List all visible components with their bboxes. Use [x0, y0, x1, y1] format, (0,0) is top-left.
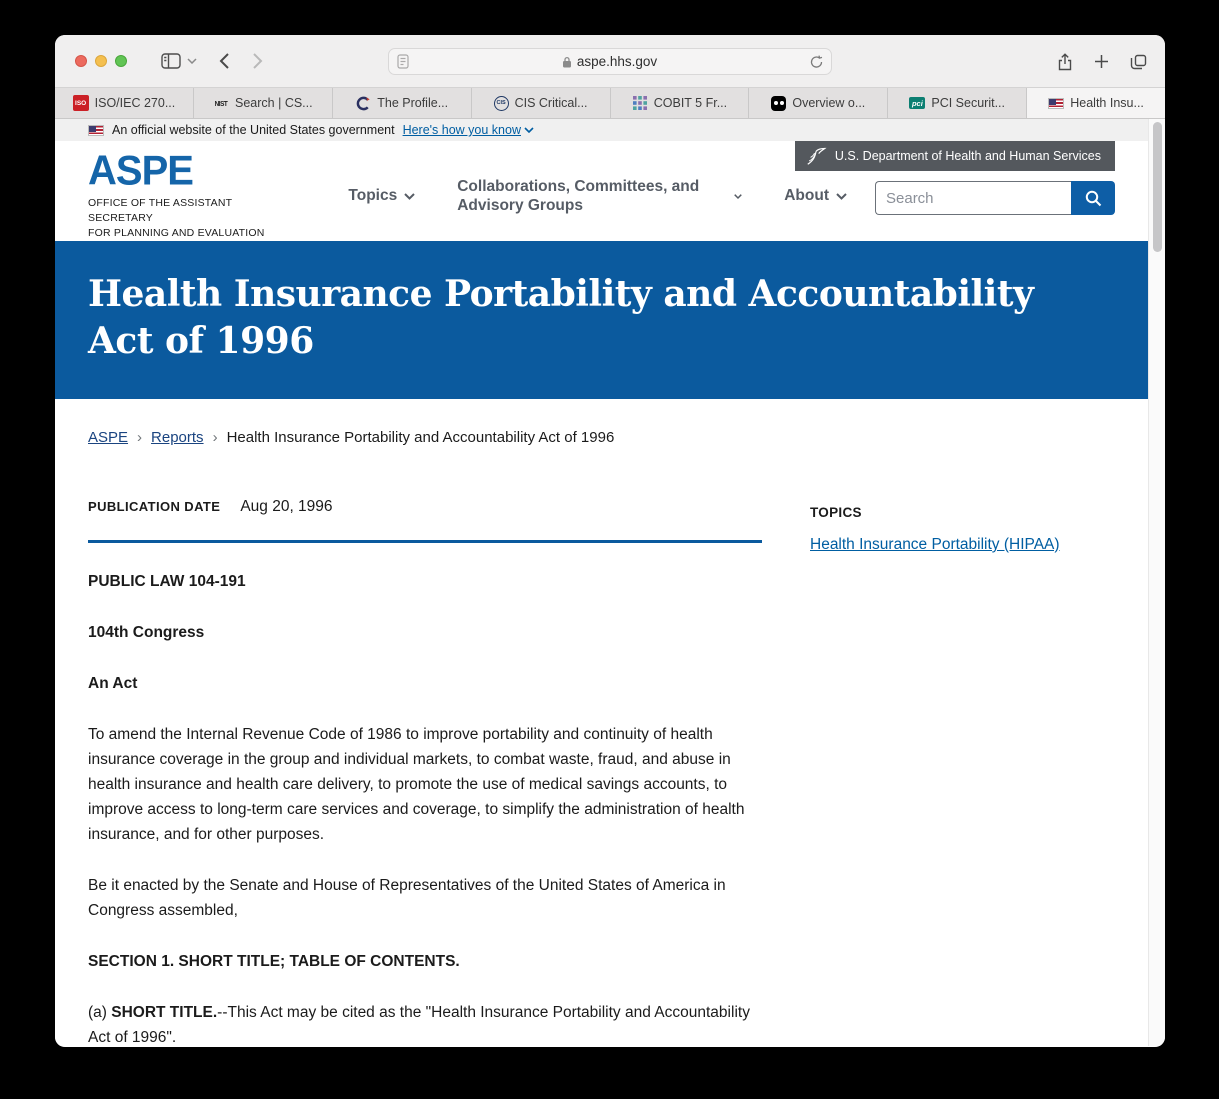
an-act-heading: An Act — [88, 675, 138, 692]
iso-favicon: ISO — [73, 95, 89, 111]
gov-banner-text: An official website of the United States government — [112, 123, 395, 137]
page-title: Health Insurance Portability and Accountability Act of 1996 — [88, 273, 1034, 362]
tab-nist-search[interactable] — [194, 88, 333, 118]
tab-profile[interactable] — [333, 88, 472, 118]
chevron-down-icon — [404, 193, 415, 200]
breadcrumb — [88, 429, 1115, 446]
chevron-down-icon — [524, 127, 534, 133]
lock-icon — [562, 56, 572, 68]
nist-favicon: NIST — [214, 98, 228, 108]
search-icon — [1085, 190, 1102, 207]
tab-label: Health Insu... — [1070, 96, 1144, 110]
breadcrumb-aspe-link[interactable]: ASPE — [88, 429, 129, 446]
gov-banner — [55, 119, 1148, 141]
tab-pci[interactable] — [888, 88, 1027, 118]
reload-icon[interactable] — [810, 55, 823, 69]
back-button[interactable] — [219, 52, 230, 70]
window-controls — [75, 55, 127, 67]
cis-favicon: CIS — [494, 96, 509, 111]
tab-label: PCI Securit... — [931, 96, 1005, 110]
aspe-logo[interactable] — [88, 148, 293, 240]
topics-label: TOPICS — [810, 505, 862, 520]
nav-collaborations[interactable] — [457, 177, 742, 216]
tab-iso[interactable] — [55, 88, 194, 118]
reader-view-icon[interactable] — [397, 54, 409, 69]
sidebar-toggle-icon[interactable] — [161, 53, 181, 69]
search-button[interactable] — [1071, 181, 1115, 215]
gov-link-label: Here's how you know — [402, 123, 521, 137]
tab-label: ISO/IEC 270... — [94, 96, 176, 110]
share-icon[interactable] — [1057, 53, 1073, 71]
tab-cis[interactable] — [472, 88, 611, 118]
tab-strip — [55, 88, 1165, 119]
hipaa-topic-link[interactable]: Health Insurance Portability (HIPAA) — [810, 536, 1060, 553]
public-law-heading: PUBLIC LAW 104-191 — [88, 573, 246, 590]
browser-window — [55, 35, 1165, 1047]
url-text-container — [409, 54, 810, 69]
hhs-eagle-icon — [805, 145, 827, 167]
tab-label: Search | CS... — [235, 96, 313, 110]
aspe-logo-subtitle: OFFICE OF THE ASSISTANT SECRETARY FOR PLANNING AND EVALUATION — [88, 197, 265, 239]
close-window-button[interactable] — [75, 55, 87, 67]
sidebar-chevron-icon[interactable] — [187, 58, 197, 64]
tab-label: Overview o... — [792, 96, 866, 110]
breadcrumb-separator: › — [137, 429, 143, 446]
profile-favicon — [355, 95, 371, 111]
web-page — [55, 119, 1148, 1046]
hhs-badge-label: U.S. Department of Health and Human Services — [834, 149, 1101, 163]
chevron-down-icon — [734, 193, 742, 200]
page-scrollbar[interactable] — [1148, 119, 1165, 1046]
nav-label: About — [784, 187, 829, 204]
main-nav — [348, 177, 847, 216]
us-flag-favicon — [1048, 95, 1064, 111]
forward-button[interactable] — [252, 52, 263, 70]
preamble-paragraph: To amend the Internal Revenue Code of 1986 to improve portability and continuity of health insurance coverage in the group and individual markets, to combat waste, fraud, and abuse in health insurance and health care delivery, to promote the use of medical savings accounts, to improve access to long-term care services and coverage, to simplify the administration of health insurance, and for other purposes. — [88, 726, 745, 843]
tab-label: CIS Critical... — [514, 96, 588, 110]
pci-favicon: pci — [909, 97, 925, 109]
heres-how-you-know-link[interactable] — [403, 123, 534, 137]
minimize-window-button[interactable] — [95, 55, 107, 67]
tab-label: COBIT 5 Fr... — [653, 96, 728, 110]
toolbar-right-actions — [1057, 35, 1147, 88]
section1-heading: SECTION 1. SHORT TITLE; TABLE OF CONTENTS. — [88, 953, 460, 970]
address-bar[interactable] — [388, 48, 832, 75]
breadcrumb-separator: › — [212, 429, 218, 446]
scrollbar-thumb[interactable] — [1153, 122, 1162, 252]
nav-label: Collaborations, Committees, and Advisory Groups — [457, 177, 700, 214]
cobit-favicon — [632, 95, 648, 111]
overview-favicon — [771, 96, 786, 111]
chevron-down-icon — [836, 193, 847, 200]
breadcrumb-current: Health Insurance Portability and Accountability Act of 1996 — [226, 429, 615, 446]
publication-date-row — [88, 498, 762, 543]
us-flag-icon — [88, 125, 104, 136]
new-tab-icon[interactable] — [1094, 54, 1109, 69]
short-title-paragraph: (a) SHORT TITLE.--This Act may be cited as the "Health Insurance Portability and Accountability Act of 1996". — [88, 1004, 750, 1046]
search-input[interactable] — [875, 181, 1071, 215]
publication-date-label: PUBLICATION DATE — [88, 499, 221, 514]
page-hero — [55, 241, 1148, 399]
tab-overview[interactable] — [749, 88, 888, 118]
tab-label: The Profile... — [377, 96, 449, 110]
nav-topics[interactable] — [348, 187, 415, 205]
tab-health-insurance-active[interactable] — [1027, 88, 1165, 118]
publication-date-value: Aug 20, 1996 — [240, 498, 333, 515]
tab-overview-icon[interactable] — [1130, 54, 1147, 70]
site-header — [55, 141, 1148, 241]
nav-about[interactable] — [784, 187, 847, 205]
aspe-logo-text: ASPE — [88, 148, 193, 195]
hhs-badge[interactable] — [795, 141, 1115, 171]
congress-heading: 104th Congress — [88, 624, 205, 641]
breadcrumb-reports-link[interactable]: Reports — [151, 429, 204, 446]
tab-cobit[interactable] — [611, 88, 750, 118]
article-body — [88, 498, 762, 1046]
nav-label: Topics — [348, 187, 398, 204]
browser-toolbar — [55, 35, 1165, 88]
site-search — [875, 181, 1115, 215]
topics-sidebar — [810, 498, 1110, 1046]
enacted-paragraph: Be it enacted by the Senate and House of Representatives of the United States of America in Congress assembled, — [88, 877, 726, 919]
url-text: aspe.hhs.gov — [576, 54, 658, 69]
zoom-window-button[interactable] — [115, 55, 127, 67]
